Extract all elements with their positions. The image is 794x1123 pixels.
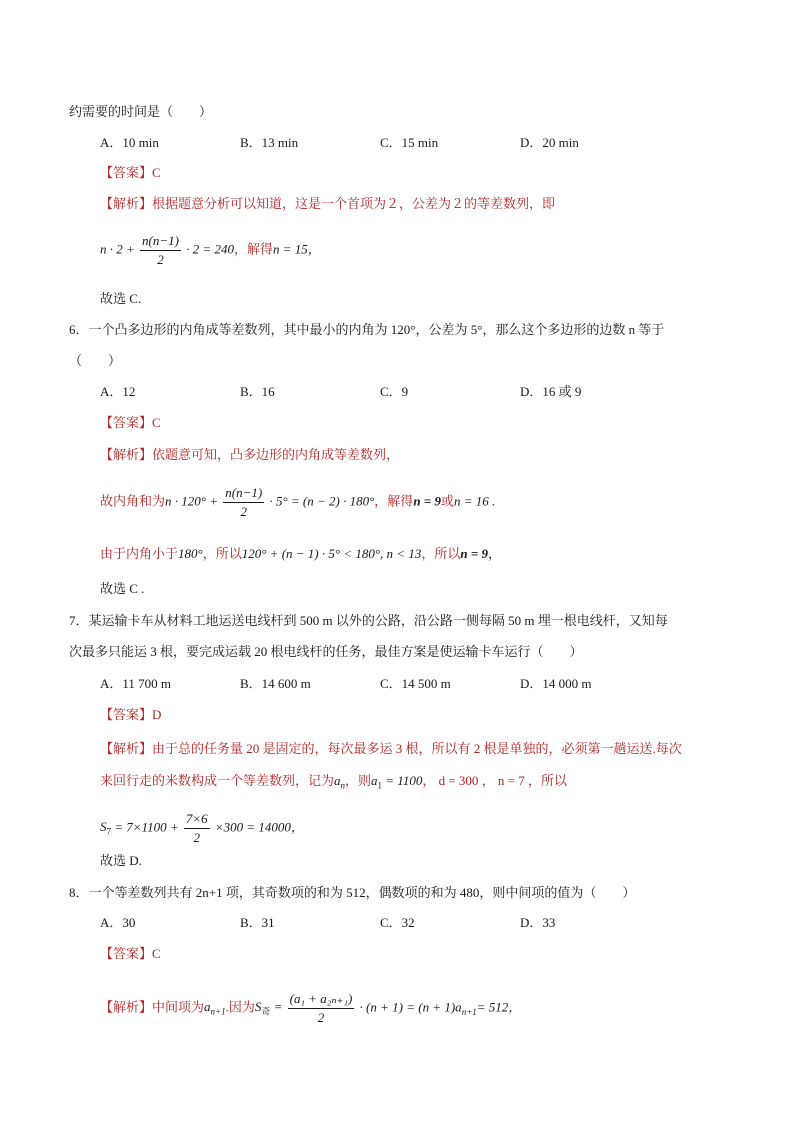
answer-value: C — [152, 946, 161, 961]
formula-part: $S_奇$ = — [254, 999, 283, 1018]
formula-part: $a_{n+1}$ — [204, 999, 226, 1018]
analysis-text: 中间项为 — [152, 999, 205, 1015]
q6-option-d: D．16 或 9 — [520, 384, 582, 399]
analysis-text: 来回行走的米数构成一个等差数列，记为 — [100, 773, 335, 788]
q7-answer — [100, 706, 161, 724]
answer-tag: 【答案】 — [100, 165, 153, 180]
analysis-text: 根据题意分析可以知道，这是一个首项为２，公差为２的等差数列，即 — [152, 196, 556, 211]
q8-option-d: D．33 — [520, 915, 556, 930]
q6-stem-line2: （ ） — [69, 353, 122, 368]
formula-part: $a_1$ — [371, 773, 383, 791]
formula-text: ，所以 — [421, 546, 461, 561]
q6-analysis — [100, 446, 399, 464]
q6-option-c: C．9 — [380, 384, 409, 399]
answer-value: C — [152, 165, 161, 180]
answer-value: C — [152, 415, 161, 430]
q8-option-b: B．31 — [240, 915, 275, 930]
q6-option-a: A．12 — [100, 384, 136, 399]
formula-subscript: n+1 — [461, 1007, 477, 1018]
formula-part: $a_n$ — [334, 773, 346, 791]
formula-result: n = 16 . — [453, 493, 496, 509]
fraction-denominator: 2 — [157, 252, 164, 267]
formula-part: = 512， — [476, 999, 522, 1015]
q6-stem-line1: 6．一个凸多边形的内角成等差数列，其中最小的内角为 120°，公差为 5°，那么这个多边形的边数 n 等于 — [69, 322, 665, 337]
fraction-denominator: 2 — [317, 1010, 325, 1025]
q7-analysis-line1 — [100, 740, 682, 758]
formula-text: ，解得 — [374, 493, 414, 509]
analysis-text: ，则 — [345, 773, 372, 788]
q8-option-a: A．30 — [100, 915, 136, 930]
q5-analysis — [100, 195, 555, 213]
q5-stem-tail: 约需要的时间是（ ） — [69, 104, 213, 119]
q5-conclusion: 故选 C. — [100, 291, 142, 306]
formula-subscript: n+1 — [210, 1007, 226, 1018]
answer-tag: 【答案】 — [100, 707, 153, 722]
formula-part: = 1100 — [385, 773, 423, 788]
formula-part: ×300 = 14000， — [214, 819, 304, 835]
q8-option-c: C．32 — [380, 915, 415, 930]
fraction — [288, 990, 355, 1027]
formula-text: 故内角和为 — [100, 493, 166, 509]
q5-option-a: A．10 min — [100, 135, 159, 150]
formula-part: = 7×1100 + — [114, 819, 179, 835]
q5-option-d: D．20 min — [520, 135, 579, 150]
formula-text: ， — [488, 546, 502, 561]
fraction-numerator: 7×6 — [184, 810, 210, 829]
fraction-denominator: 2 — [193, 830, 200, 845]
formula-part: 120° + (n − 1) · 5° < 180°, n < 13 — [241, 546, 422, 561]
formula-result: n = 15， — [273, 241, 321, 257]
q7-option-d: D．14 000 m — [520, 676, 592, 691]
q5-formula — [100, 232, 321, 269]
formula-subscript: 奇 — [261, 1007, 271, 1018]
fraction-denominator: 2 — [240, 504, 247, 519]
fraction — [140, 232, 181, 269]
q8-analysis — [100, 990, 521, 1027]
analysis-text: .因为 — [225, 999, 255, 1015]
q6-formula — [100, 484, 495, 521]
formula-part: $S_7$ — [100, 819, 111, 838]
q5-answer — [100, 164, 161, 182]
analysis-tag: 【解析】 — [100, 999, 153, 1015]
q6-option-b: B．16 — [240, 384, 275, 399]
q8-stem-line1: 8．一个等差数列共有 2n+1 项，其奇数项的和为 512，偶数项的和为 480，则中间项的值为（ ） — [69, 885, 636, 900]
analysis-tag: 【解析】 — [100, 741, 153, 756]
formula-text: 或 — [440, 493, 454, 509]
formula-result: n = 9 — [460, 546, 488, 561]
answer-tag: 【答案】 — [100, 946, 153, 961]
fraction-numerator: n(n−1) — [223, 484, 264, 503]
q6-conclusion: 故选 C . — [100, 581, 145, 596]
q7-option-c: C．14 500 m — [380, 676, 451, 691]
formula-part: n · 120° + — [165, 493, 218, 509]
formula-part: 180° — [178, 546, 203, 561]
analysis-tag: 【解析】 — [100, 196, 153, 211]
formula-text: ，所以 — [202, 546, 242, 561]
formula-text: ，解得 — [234, 241, 274, 257]
analysis-text: ， d = 300 ， n = 7 ，所以 — [422, 773, 568, 788]
q7-stem-line2: 次最多只能运 3 根，要完成运载 20 根电线杆的任务，最佳方案是使运输卡车运行（ ） — [69, 644, 583, 659]
formula-text: 由于内角小于 — [100, 546, 179, 561]
answer-value: D — [152, 707, 162, 722]
fraction-numerator: (a₁ + a₂ₙ₊₁) — [288, 990, 355, 1009]
formula-symbol: S — [100, 819, 107, 835]
q5-option-b: B．13 min — [240, 135, 299, 150]
formula-symbol: a — [334, 773, 341, 788]
answer-tag: 【答案】 — [100, 415, 153, 430]
q8-answer — [100, 945, 161, 963]
formula-part: · (n + 1) = (n + 1)a — [359, 999, 462, 1015]
q5-option-c: C．15 min — [380, 135, 439, 150]
q6-answer — [100, 414, 161, 432]
analysis-text: 依题意可知，凸多边形的内角成等差数列， — [152, 447, 400, 462]
fraction — [184, 810, 210, 847]
analysis-text: 由于总的任务量 20 是固定的，每次最多运 3 根，所以有 2 根是单独的，必须第一趟运送.每次 — [152, 741, 682, 756]
q7-analysis-line2 — [100, 772, 567, 795]
fraction — [223, 484, 264, 521]
fraction-numerator: n(n−1) — [140, 232, 181, 251]
formula-part: n · 2 + — [100, 241, 135, 257]
formula-result: n = 9 — [413, 493, 441, 509]
q7-conclusion: 故选 D. — [100, 853, 142, 868]
q7-stem-line1: 7．某运输卡车从材料工地运送电线杆到 500 m 以外的公路，沿公路一侧每隔 50 m 埋一根电线杆，又知每 — [69, 613, 668, 628]
q7-option-b: B．14 600 m — [240, 676, 311, 691]
q7-formula — [100, 810, 304, 847]
q6-inequality — [100, 545, 501, 563]
formula-part: · 5° = (n − 2) · 180° — [269, 493, 375, 509]
q7-option-a: A．11 700 m — [100, 676, 172, 691]
analysis-tag: 【解析】 — [100, 447, 153, 462]
formula-part: · 2 = 240 — [186, 241, 234, 257]
